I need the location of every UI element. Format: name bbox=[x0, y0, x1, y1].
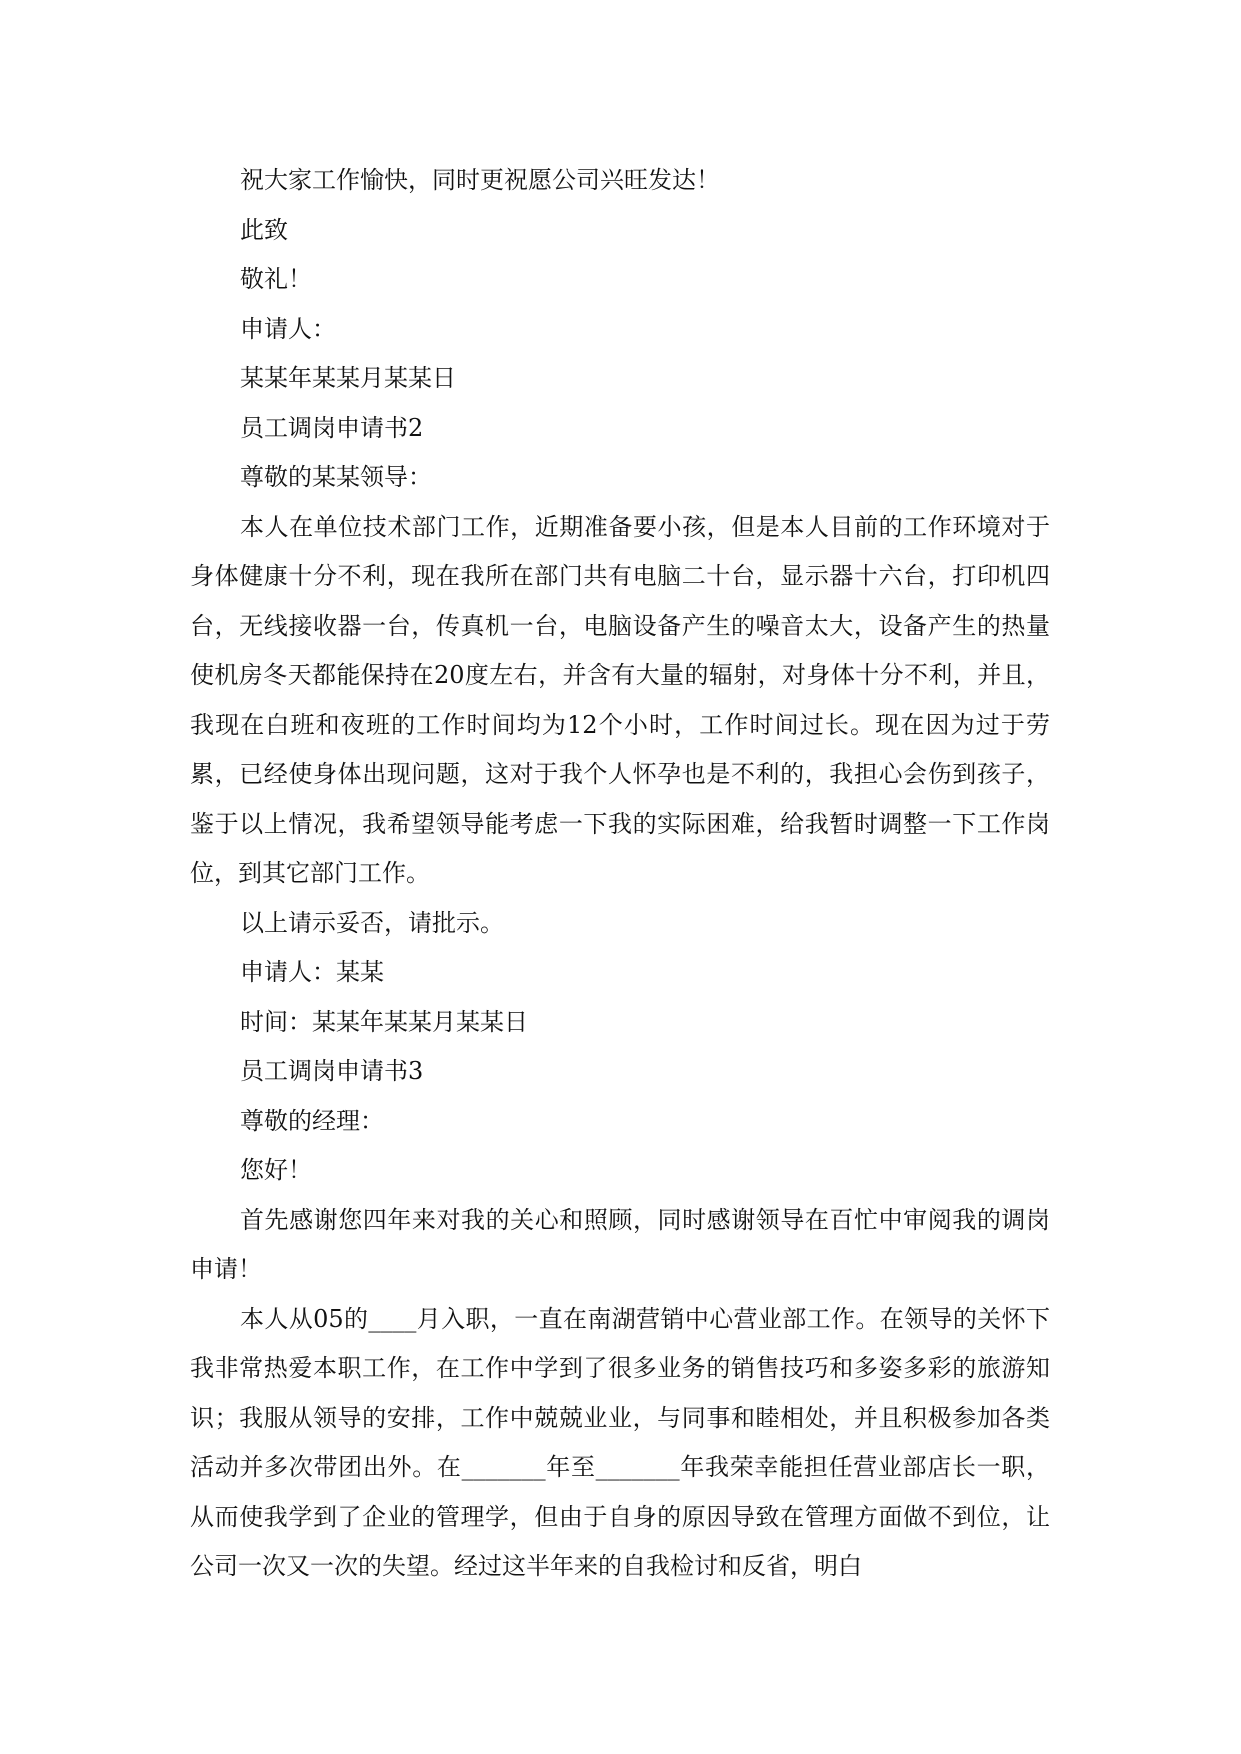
closing-wish: 祝大家工作愉快，同时更祝愿公司兴旺发达！ bbox=[240, 166, 720, 194]
hello-line-3: 您好！ bbox=[240, 1156, 312, 1184]
section-title-2: 员工调岗申请书2 bbox=[240, 413, 424, 442]
request-line-2: 以上请示妥否，请批示。 bbox=[240, 908, 504, 937]
greeting-2: 尊敬的某某领导： bbox=[240, 463, 432, 491]
applicant-line-2: 申请人：某某 bbox=[240, 958, 384, 986]
document-body bbox=[190, 156, 1050, 1592]
date-line-2: 时间：某某年某某月某某日 bbox=[240, 1007, 528, 1036]
salutation-close: 此致 bbox=[240, 215, 288, 244]
body-paragraph-2: 本人在单位技术部门工作，近期准备要小孩，但是本人目前的工作环境对于身体健康十分不利，现在我所在部门共有电脑二十台，显示器十六台，打印机四台，无线接收器一台，传真机一台，电脑设备产生的噪音太大，设备产生的热量使机房冬天都能保持在20度左右，并含有大量的辐射，对身体十分不利，并且，我现在白班和夜班的工作时间均为12个小时，工作时间过长。现在因为过于劳累，已经使身体出现问题，这对于我个人怀孕也是不利的，我担心会伤到孩子，鉴于以上情况，我希望领导能考虑一下我的实际困难，给我暂时调整一下工作岗位，到其它部门工作。 bbox=[190, 512, 1050, 887]
section-title-3: 员工调岗申请书3 bbox=[240, 1057, 424, 1085]
applicant-line: 申请人： bbox=[240, 314, 336, 343]
date-line: 某某年某某月某某日 bbox=[240, 364, 456, 392]
salutation-regards: 敬礼！ bbox=[240, 265, 312, 293]
thanks-paragraph-3: 首先感谢您四年来对我的关心和照顾，同时感谢领导在百忙中审阅我的调岗申请！ bbox=[190, 1205, 1050, 1283]
body-paragraph-3: 本人从05的____月入职，一直在南湖营销中心营业部工作。在领导的关怀下我非常热爱本职工作，在工作中学到了很多业务的销售技巧和多姿多彩的旅游知识；我服从领导的安排，工作中兢兢业业，与同事和睦相处，并且积极参加各类活动并多次带团出外。在_______年至_______年我荣幸能担任营业部店长一职，从而使我学到了企业的管理学，但由于自身的原因导致在管理方面做不到位，让公司一次又一次的失望。经过这半年来的自我检讨和反省，明白 bbox=[190, 1304, 1050, 1580]
greeting-3: 尊敬的经理： bbox=[240, 1106, 384, 1135]
